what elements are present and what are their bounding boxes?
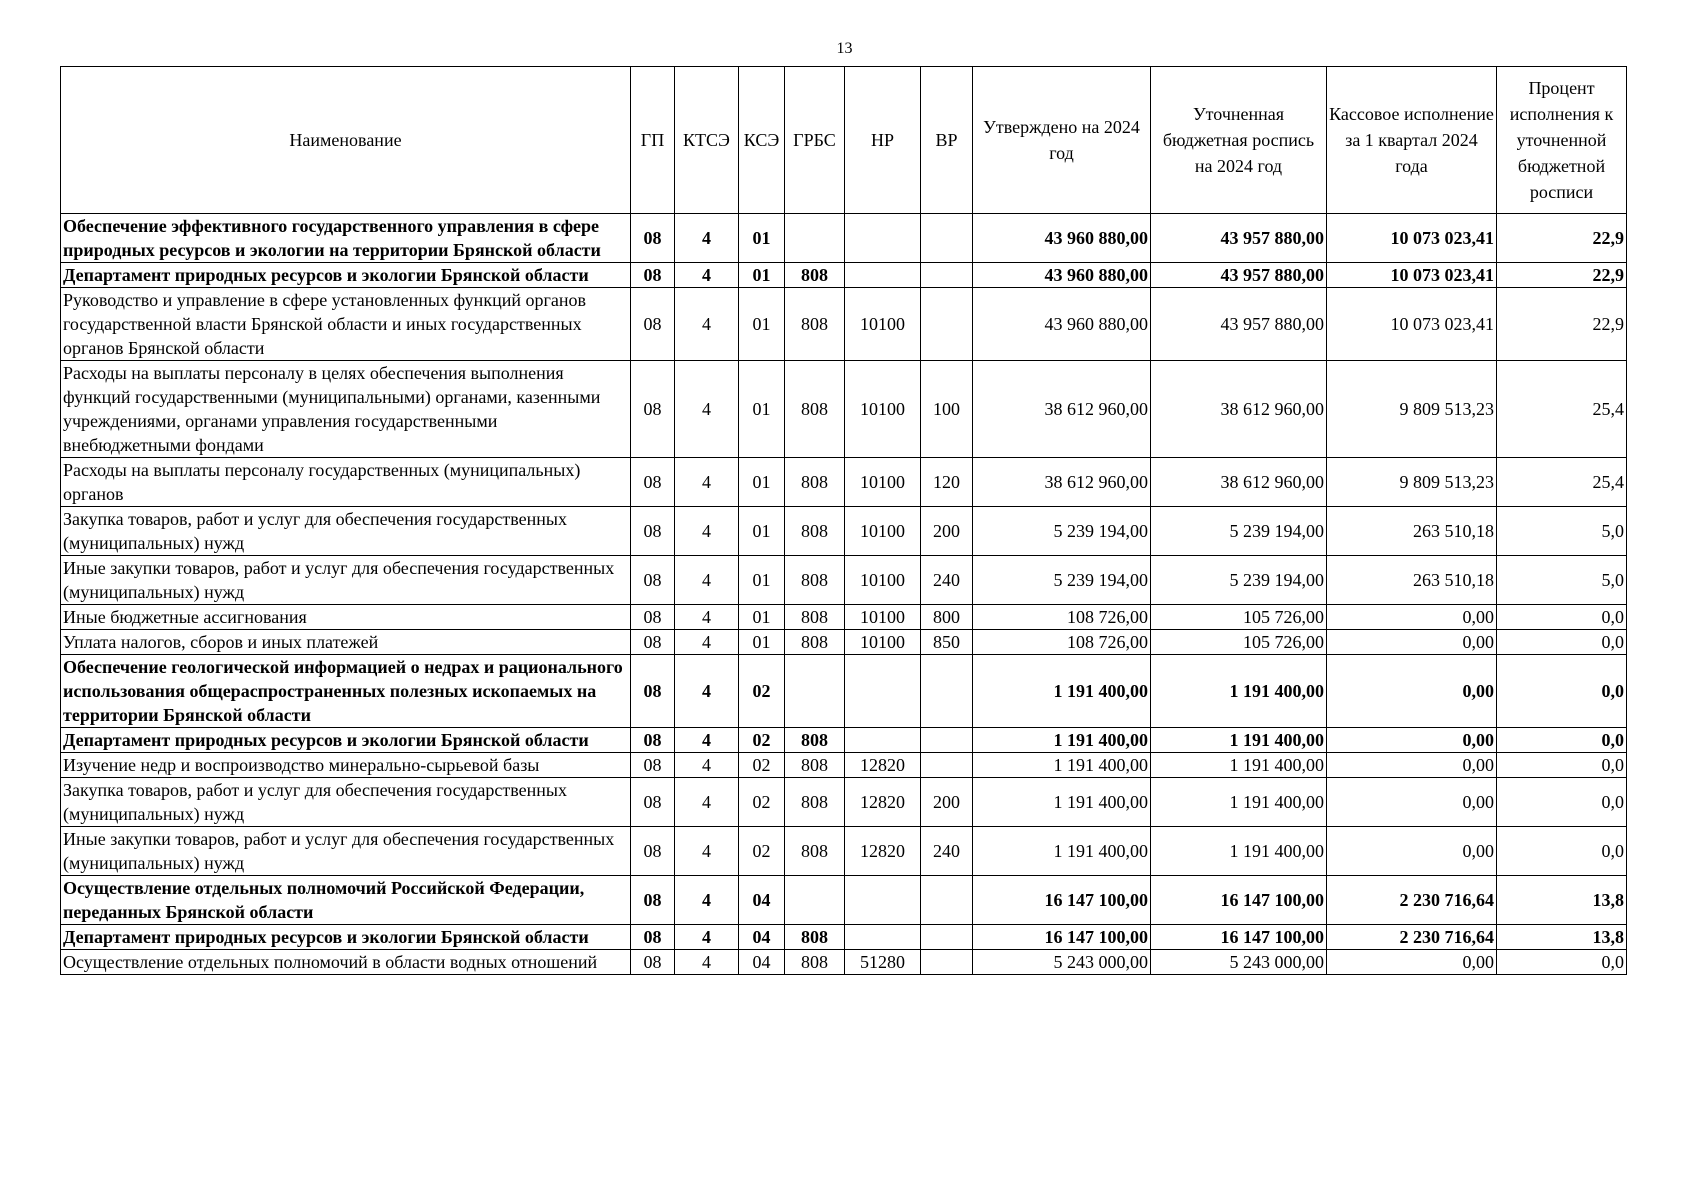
- cell-kse: 01: [739, 556, 785, 605]
- cell-gp: 08: [631, 605, 675, 630]
- cell-kse: 02: [739, 827, 785, 876]
- cell-gp: 08: [631, 458, 675, 507]
- cell-vr: [921, 950, 973, 975]
- cell-name: Закупка товаров, работ и услуг для обеспечения государственных (муниципальных) нужд: [61, 778, 631, 827]
- cell-vr: 850: [921, 630, 973, 655]
- table-header-row: [61, 67, 1627, 214]
- cell-vr: 800: [921, 605, 973, 630]
- cell-approved: 43 960 880,00: [973, 288, 1151, 361]
- cell-grbs: 808: [785, 556, 845, 605]
- cell-vr: 240: [921, 556, 973, 605]
- cell-cash: 0,00: [1327, 655, 1497, 728]
- header-approved: Утверждено на 2024 год: [973, 67, 1151, 214]
- cell-percent: 13,8: [1497, 876, 1627, 925]
- table-row: [61, 630, 1627, 655]
- cell-grbs: 808: [785, 728, 845, 753]
- table-row: [61, 876, 1627, 925]
- cell-refined: 1 191 400,00: [1151, 728, 1327, 753]
- cell-kse: 01: [739, 458, 785, 507]
- cell-refined: 38 612 960,00: [1151, 458, 1327, 507]
- cell-kse: 02: [739, 753, 785, 778]
- table-row: [61, 263, 1627, 288]
- cell-percent: 0,0: [1497, 827, 1627, 876]
- header-nr: НР: [845, 67, 921, 214]
- cell-nr: 51280: [845, 950, 921, 975]
- cell-nr: 10100: [845, 458, 921, 507]
- table-row: [61, 556, 1627, 605]
- cell-refined: 105 726,00: [1151, 605, 1327, 630]
- cell-gp: 08: [631, 263, 675, 288]
- table-row: [61, 950, 1627, 975]
- cell-approved: 1 191 400,00: [973, 728, 1151, 753]
- header-grbs: ГРБС: [785, 67, 845, 214]
- table-row: [61, 214, 1627, 263]
- cell-cash: 0,00: [1327, 950, 1497, 975]
- cell-cash: 10 073 023,41: [1327, 214, 1497, 263]
- cell-grbs: 808: [785, 361, 845, 458]
- cell-gp: 08: [631, 876, 675, 925]
- cell-cash: 2 230 716,64: [1327, 876, 1497, 925]
- budget-table: [60, 66, 1627, 975]
- cell-refined: 1 191 400,00: [1151, 827, 1327, 876]
- cell-gp: 08: [631, 507, 675, 556]
- cell-ktse: 4: [675, 214, 739, 263]
- cell-kse: 01: [739, 214, 785, 263]
- cell-percent: 22,9: [1497, 214, 1627, 263]
- cell-grbs: 808: [785, 458, 845, 507]
- cell-kse: 01: [739, 630, 785, 655]
- cell-gp: 08: [631, 950, 675, 975]
- table-row: [61, 361, 1627, 458]
- cell-refined: 105 726,00: [1151, 630, 1327, 655]
- cell-cash: 0,00: [1327, 827, 1497, 876]
- cell-approved: 1 191 400,00: [973, 827, 1151, 876]
- cell-vr: [921, 214, 973, 263]
- cell-cash: 10 073 023,41: [1327, 288, 1497, 361]
- cell-refined: 5 243 000,00: [1151, 950, 1327, 975]
- cell-ktse: 4: [675, 630, 739, 655]
- cell-grbs: 808: [785, 605, 845, 630]
- cell-ktse: 4: [675, 556, 739, 605]
- cell-percent: 5,0: [1497, 507, 1627, 556]
- cell-refined: 5 239 194,00: [1151, 507, 1327, 556]
- cell-ktse: 4: [675, 827, 739, 876]
- cell-cash: 0,00: [1327, 753, 1497, 778]
- cell-percent: 25,4: [1497, 361, 1627, 458]
- cell-grbs: 808: [785, 507, 845, 556]
- header-name: Наименование: [61, 67, 631, 214]
- cell-grbs: 808: [785, 753, 845, 778]
- cell-name: Иные закупки товаров, работ и услуг для обеспечения государственных (муниципальных) нужд: [61, 827, 631, 876]
- cell-approved: 5 239 194,00: [973, 507, 1151, 556]
- cell-name: Обеспечение эффективного государственного управления в сфере природных ресурсов и экологии на территории Брянской области: [61, 214, 631, 263]
- cell-percent: 25,4: [1497, 458, 1627, 507]
- cell-approved: 108 726,00: [973, 605, 1151, 630]
- cell-ktse: 4: [675, 288, 739, 361]
- cell-percent: 0,0: [1497, 605, 1627, 630]
- cell-refined: 43 957 880,00: [1151, 263, 1327, 288]
- cell-approved: 1 191 400,00: [973, 778, 1151, 827]
- cell-vr: [921, 728, 973, 753]
- cell-kse: 01: [739, 605, 785, 630]
- cell-grbs: 808: [785, 630, 845, 655]
- cell-gp: 08: [631, 630, 675, 655]
- cell-gp: 08: [631, 728, 675, 753]
- cell-kse: 01: [739, 288, 785, 361]
- cell-ktse: 4: [675, 950, 739, 975]
- table-body: [61, 214, 1627, 975]
- cell-approved: 16 147 100,00: [973, 876, 1151, 925]
- cell-cash: 0,00: [1327, 728, 1497, 753]
- cell-kse: 01: [739, 507, 785, 556]
- cell-grbs: 808: [785, 263, 845, 288]
- cell-cash: 0,00: [1327, 630, 1497, 655]
- cell-nr: 10100: [845, 361, 921, 458]
- cell-approved: 1 191 400,00: [973, 655, 1151, 728]
- cell-name: Иные бюджетные ассигнования: [61, 605, 631, 630]
- cell-vr: [921, 655, 973, 728]
- cell-refined: 43 957 880,00: [1151, 288, 1327, 361]
- cell-cash: 10 073 023,41: [1327, 263, 1497, 288]
- cell-nr: 12820: [845, 778, 921, 827]
- cell-vr: 200: [921, 778, 973, 827]
- cell-cash: 9 809 513,23: [1327, 361, 1497, 458]
- cell-vr: [921, 925, 973, 950]
- table-row: [61, 507, 1627, 556]
- cell-cash: 0,00: [1327, 778, 1497, 827]
- cell-grbs: 808: [785, 778, 845, 827]
- cell-nr: [845, 876, 921, 925]
- cell-grbs: [785, 214, 845, 263]
- cell-percent: 13,8: [1497, 925, 1627, 950]
- cell-nr: 10100: [845, 288, 921, 361]
- header-kse: КСЭ: [739, 67, 785, 214]
- cell-name: Уплата налогов, сборов и иных платежей: [61, 630, 631, 655]
- cell-percent: 0,0: [1497, 630, 1627, 655]
- cell-vr: [921, 876, 973, 925]
- cell-name: Расходы на выплаты персоналу в целях обеспечения выполнения функций государственными (муниципальными) органами, казенными учреждениями, органами управления государственными внебюджетными фондами: [61, 361, 631, 458]
- header-refined: Уточненная бюджетная роспись на 2024 год: [1151, 67, 1327, 214]
- cell-nr: [845, 263, 921, 288]
- cell-vr: [921, 753, 973, 778]
- cell-ktse: 4: [675, 753, 739, 778]
- cell-refined: 1 191 400,00: [1151, 778, 1327, 827]
- cell-percent: 0,0: [1497, 950, 1627, 975]
- cell-ktse: 4: [675, 263, 739, 288]
- cell-refined: 38 612 960,00: [1151, 361, 1327, 458]
- cell-approved: 38 612 960,00: [973, 458, 1151, 507]
- table-row: [61, 458, 1627, 507]
- cell-name: Департамент природных ресурсов и экологии Брянской области: [61, 925, 631, 950]
- cell-approved: 43 960 880,00: [973, 214, 1151, 263]
- cell-gp: 08: [631, 827, 675, 876]
- cell-percent: 0,0: [1497, 728, 1627, 753]
- header-ktse: КТСЭ: [675, 67, 739, 214]
- header-percent: Процент исполнения к уточненной бюджетной росписи: [1497, 67, 1627, 214]
- cell-refined: 16 147 100,00: [1151, 876, 1327, 925]
- table-row: [61, 655, 1627, 728]
- cell-vr: 100: [921, 361, 973, 458]
- cell-ktse: 4: [675, 778, 739, 827]
- cell-name: Закупка товаров, работ и услуг для обеспечения государственных (муниципальных) нужд: [61, 507, 631, 556]
- cell-name: Департамент природных ресурсов и экологии Брянской области: [61, 728, 631, 753]
- table-row: [61, 728, 1627, 753]
- cell-grbs: [785, 655, 845, 728]
- cell-name: Осуществление отдельных полномочий в области водных отношений: [61, 950, 631, 975]
- cell-ktse: 4: [675, 925, 739, 950]
- cell-vr: [921, 288, 973, 361]
- cell-approved: 108 726,00: [973, 630, 1151, 655]
- cell-name: Расходы на выплаты персоналу государственных (муниципальных) органов: [61, 458, 631, 507]
- cell-cash: 0,00: [1327, 605, 1497, 630]
- cell-grbs: 808: [785, 288, 845, 361]
- header-vr: ВР: [921, 67, 973, 214]
- cell-ktse: 4: [675, 507, 739, 556]
- cell-nr: [845, 214, 921, 263]
- cell-name: Департамент природных ресурсов и экологии Брянской области: [61, 263, 631, 288]
- cell-percent: 22,9: [1497, 288, 1627, 361]
- cell-refined: 5 239 194,00: [1151, 556, 1327, 605]
- cell-ktse: 4: [675, 361, 739, 458]
- cell-approved: 43 960 880,00: [973, 263, 1151, 288]
- table-row: [61, 605, 1627, 630]
- cell-grbs: [785, 876, 845, 925]
- cell-ktse: 4: [675, 728, 739, 753]
- cell-ktse: 4: [675, 876, 739, 925]
- page-number: 13: [836, 40, 853, 57]
- cell-approved: 1 191 400,00: [973, 753, 1151, 778]
- cell-nr: 10100: [845, 630, 921, 655]
- cell-kse: 04: [739, 950, 785, 975]
- cell-cash: 263 510,18: [1327, 507, 1497, 556]
- cell-name: Изучение недр и воспроизводство минерально-сырьевой базы: [61, 753, 631, 778]
- cell-kse: 04: [739, 876, 785, 925]
- cell-nr: 10100: [845, 507, 921, 556]
- cell-gp: 08: [631, 655, 675, 728]
- cell-kse: 02: [739, 778, 785, 827]
- cell-gp: 08: [631, 778, 675, 827]
- cell-vr: 240: [921, 827, 973, 876]
- cell-vr: 200: [921, 507, 973, 556]
- table-row: [61, 778, 1627, 827]
- table-row: [61, 925, 1627, 950]
- cell-approved: 38 612 960,00: [973, 361, 1151, 458]
- table-row: [61, 827, 1627, 876]
- cell-ktse: 4: [675, 655, 739, 728]
- cell-name: Осуществление отдельных полномочий Российской Федерации, переданных Брянской области: [61, 876, 631, 925]
- cell-nr: [845, 925, 921, 950]
- cell-percent: 0,0: [1497, 753, 1627, 778]
- cell-kse: 02: [739, 728, 785, 753]
- header-cash: Кассовое исполнение за 1 квартал 2024 года: [1327, 67, 1497, 214]
- cell-refined: 16 147 100,00: [1151, 925, 1327, 950]
- cell-gp: 08: [631, 288, 675, 361]
- cell-cash: 263 510,18: [1327, 556, 1497, 605]
- cell-ktse: 4: [675, 605, 739, 630]
- cell-percent: 0,0: [1497, 778, 1627, 827]
- table-row: [61, 753, 1627, 778]
- cell-ktse: 4: [675, 458, 739, 507]
- cell-approved: 16 147 100,00: [973, 925, 1151, 950]
- cell-name: Руководство и управление в сфере установленных функций органов государственной власти Брянской области и иных государственных органов Брянской области: [61, 288, 631, 361]
- cell-kse: 01: [739, 263, 785, 288]
- cell-vr: [921, 263, 973, 288]
- cell-nr: 12820: [845, 753, 921, 778]
- cell-percent: 0,0: [1497, 655, 1627, 728]
- cell-refined: 1 191 400,00: [1151, 655, 1327, 728]
- table-row: [61, 288, 1627, 361]
- cell-cash: 9 809 513,23: [1327, 458, 1497, 507]
- cell-refined: 1 191 400,00: [1151, 753, 1327, 778]
- cell-grbs: 808: [785, 827, 845, 876]
- cell-kse: 02: [739, 655, 785, 728]
- cell-nr: [845, 728, 921, 753]
- cell-cash: 2 230 716,64: [1327, 925, 1497, 950]
- cell-percent: 22,9: [1497, 263, 1627, 288]
- cell-nr: [845, 655, 921, 728]
- cell-percent: 5,0: [1497, 556, 1627, 605]
- cell-refined: 43 957 880,00: [1151, 214, 1327, 263]
- cell-grbs: 808: [785, 950, 845, 975]
- cell-gp: 08: [631, 214, 675, 263]
- cell-nr: 12820: [845, 827, 921, 876]
- header-gp: ГП: [631, 67, 675, 214]
- cell-gp: 08: [631, 753, 675, 778]
- cell-grbs: 808: [785, 925, 845, 950]
- cell-name: Иные закупки товаров, работ и услуг для обеспечения государственных (муниципальных) нужд: [61, 556, 631, 605]
- cell-gp: 08: [631, 556, 675, 605]
- cell-vr: 120: [921, 458, 973, 507]
- cell-approved: 5 239 194,00: [973, 556, 1151, 605]
- cell-gp: 08: [631, 925, 675, 950]
- cell-approved: 5 243 000,00: [973, 950, 1151, 975]
- cell-kse: 01: [739, 361, 785, 458]
- cell-nr: 10100: [845, 556, 921, 605]
- cell-kse: 04: [739, 925, 785, 950]
- cell-gp: 08: [631, 361, 675, 458]
- cell-name: Обеспечение геологической информацией о недрах и рационального использования общераспространенных полезных ископаемых на территории Брянской области: [61, 655, 631, 728]
- cell-nr: 10100: [845, 605, 921, 630]
